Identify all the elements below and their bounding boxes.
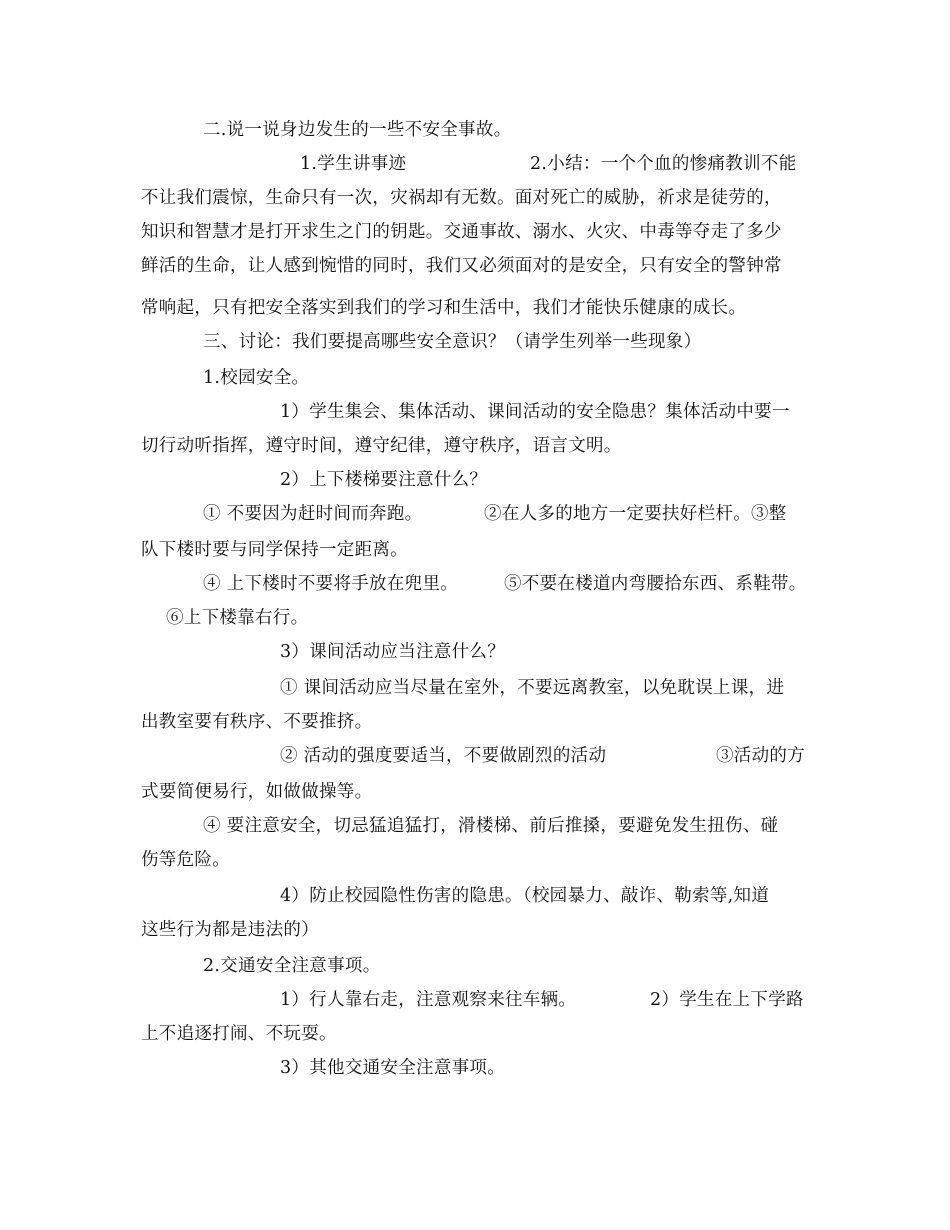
paragraph-line: 上不追逐打闹、不玩耍。 xyxy=(141,1024,337,1044)
paragraph-line: 伤等危险。 xyxy=(141,850,230,870)
list-item: ① 课间活动应当尽量在室外，不要远离教室，以免耽误上课，进 xyxy=(280,678,785,698)
list-item: 1）行人靠右走，注意观察来往车辆。 xyxy=(280,990,577,1010)
paragraph-line: 4）防止校园隐性伤害的隐患。（校园暴力、敲诈、勒索等,知道 xyxy=(280,886,770,906)
list-item: ②在人多的地方一定要扶好栏杆。③整 xyxy=(484,504,787,524)
paragraph-line: 切行动听指挥，遵守时间，遵守纪律，遵守秩序，语言文明。 xyxy=(141,436,622,456)
subsection-heading: 2.交通安全注意事项。 xyxy=(203,956,381,976)
paragraph-line: 1）学生集会、集体活动、课间活动的安全隐患？集体活动中要一 xyxy=(280,402,790,422)
paragraph-line: 式要简便易行，如做做操等。 xyxy=(141,782,373,802)
list-item: ⑥上下楼靠右行。 xyxy=(166,608,309,628)
paragraph-line: 出教室要有秩序、不要推挤。 xyxy=(141,712,373,732)
list-item: ④ 要注意安全，切忌猛追猛打，滑楼梯、前后推搡，要避免发生扭伤、碰 xyxy=(203,816,779,836)
list-item: ③活动的方 xyxy=(716,746,805,766)
paragraph-line: 这些行为都是违法的） xyxy=(141,920,319,940)
list-item: 1.学生讲事迹 xyxy=(300,154,407,174)
section-heading-2: 二.说一说身边发生的一些不安全事故。 xyxy=(203,120,512,140)
list-item: ② 活动的强度要适当，不要做剧烈的活动 xyxy=(280,746,607,766)
list-item: ④ 上下楼时不要将手放在兜里。 xyxy=(203,574,459,594)
paragraph-line: 队下楼时要与同学保持一定距离。 xyxy=(141,540,408,560)
paragraph-line: 3）课间活动应当注意什么？ xyxy=(280,642,506,662)
list-item: 3）其他交通安全注意事项。 xyxy=(280,1058,506,1078)
list-item: ① 不要因为赶时间而奔跑。 xyxy=(203,504,423,524)
paragraph-line: 2）上下楼梯要注意什么？ xyxy=(280,470,488,490)
paragraph-line: 鲜活的生命，让人感到惋惜的同时，我们又必须面对的是安全，只有安全的警钟常 xyxy=(141,256,782,276)
section-heading-3: 三、讨论：我们要提高哪些安全意识？（请学生列举一些现象） xyxy=(203,332,702,352)
list-item: 2.小结：一个个血的惨痛教训不能 xyxy=(530,154,797,174)
subsection-heading: 1.校园安全。 xyxy=(203,368,310,388)
paragraph-line: 常响起，只有把安全落实到我们的学习和生活中，我们才能快乐健康的成长。 xyxy=(141,298,747,318)
paragraph-line: 知识和智慧才是打开求生之门的钥匙。交通事故、溺水、火灾、中毒等夺走了多少 xyxy=(141,222,782,242)
paragraph-line: 不让我们震惊，生命只有一次，灾祸却有无数。面对死亡的威胁，祈求是徒劳的， xyxy=(141,188,782,208)
list-item: 2）学生在上下学路 xyxy=(650,990,804,1010)
list-item: ⑤不要在楼道内弯腰拾东西、系鞋带。 xyxy=(504,574,807,594)
